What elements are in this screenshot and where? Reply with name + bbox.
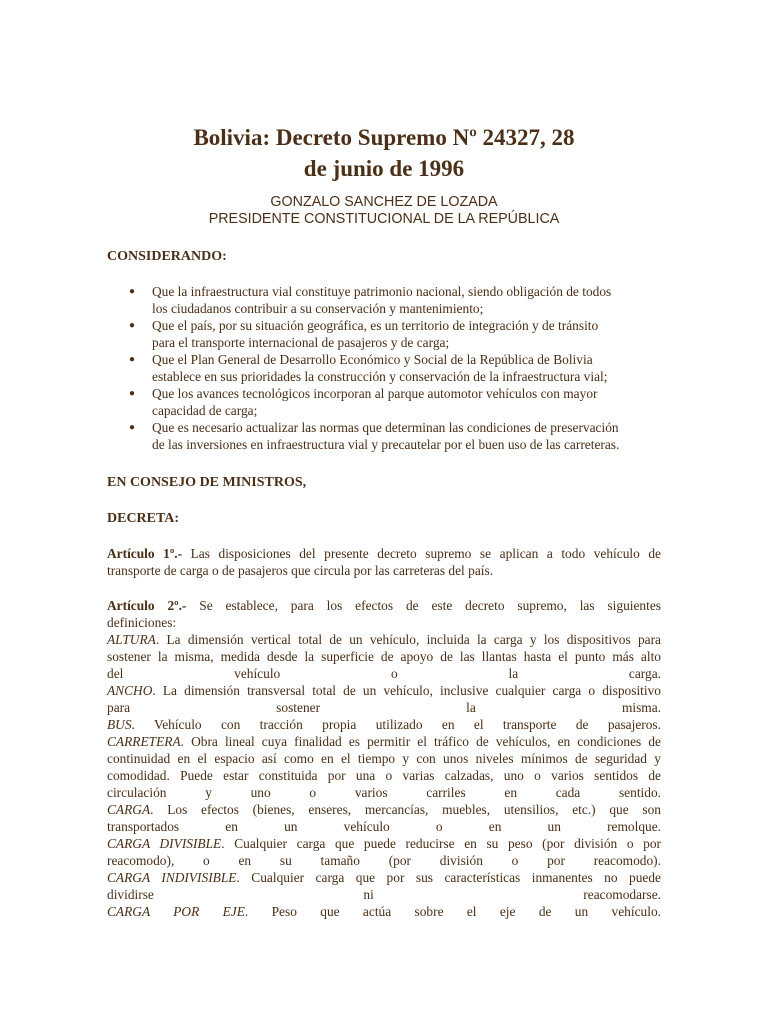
considerando-heading: CONSIDERANDO: — [107, 249, 227, 264]
list-item: ● Que es necesario actualizar las normas que determinan las condiciones de preservación de las inversiones en infraestructura vial y precautelar por el buen uso de las carreteras. — [129, 420, 620, 452]
list-item: ● Que el Plan General de Desarrollo Económico y Social de la República de Bolivia establece en sus prioridades la construcción y conservación de la infraestructura vial; — [129, 352, 608, 384]
bullet-icon: ● — [129, 354, 136, 365]
document-title — [0, 122, 768, 184]
list-item: ● Que los avances tecnológicos incorporan al parque automotor vehículos con mayor capacidad de carga; — [129, 386, 598, 418]
definition-carretera: CARRETERA. Obra lineal cuya finalidad es permitir el tráfico de vehículos, en condiciones de — [107, 734, 661, 749]
considerando-list — [107, 283, 667, 453]
definition-altura: ALTURA. La dimensión vertical total de un vehículo, incluida la carga y los dispositivos para — [107, 632, 661, 647]
definition-ancho: ANCHO. La dimensión transversal total de un vehículo, inclusive cualquier carga o dispositivo — [107, 683, 661, 698]
definition-carga-indivisible: CARGA INDIVISIBLE. Cualquier carga que por sus características inmanentes no puede — [107, 870, 661, 885]
decreta-heading: DECRETA: — [107, 511, 180, 526]
issuer-block — [0, 194, 768, 228]
articulo-1-label: Artículo 1º.- — [107, 546, 183, 561]
list-item: ● Que el país, por su situación geográfica, es un territorio de integración y de tránsito para el transporte internacional de pasajeros y de carga; — [129, 318, 599, 350]
bullet-icon: ● — [129, 286, 136, 297]
definition-carga: CARGA. Los efectos (bienes, enseres, mercancías, muebles, utensilios, etc.) que son — [107, 802, 661, 817]
articulo-2: Artículo 2º.- Se establece, para los efectos de este decreto supremo, las siguientes definiciones: ALTURA. La dimensión vertical total de un vehículo, incluida la carga y los dispositivos para sostener la misma, medida desde la superficie de apoyo de las llantas hasta el punto más alto del vehículo o la carga. ANCHO. La dimensión transversal total de un vehículo, inclusive cualquier carga o dispositivo para sostener la misma. BUS. Vehículo con tracción propia utilizado en el transporte de pasajeros. CARRETERA. Obra lineal cuya finalidad es permitir el tráfico de vehículos, en condiciones de continuidad en el espacio así como en el tiempo y con unos niveles mínimos de seguridad y comodidad. Puede estar constituida por una o varias calzadas, uno o varios sentidos de circulación y uno o varios carriles en cada sentido. CARGA. Los efectos (bienes, enseres, mercancías, muebles, utensilios, etc.) que son transportados en un vehículo o en un remolque. CARGA DIVISIBLE. Cualquier carga que puede reducirse en su peso (por división o por reacomodo), o en su tamaño (por división o por reacomodo). CARGA INDIVISIBLE. Cualquier carga que por sus características inmanentes no puede dividirse ni reacomodarse. CARGA POR EJE. Peso que actúa sobre el eje de un vehículo. — [107, 598, 661, 919]
definition-carga-por-eje: CARGA POR EJE. Peso que actúa sobre el eje de un vehículo. — [107, 904, 661, 919]
bullet-icon: ● — [129, 422, 136, 433]
articulo-1: Artículo 1º.- Las disposiciones del presente decreto supremo se aplican a todo vehículo de transporte de carga o de pasajeros que circula por las carreteras del país. — [107, 546, 661, 578]
list-item: ● Que la infraestructura vial constituye patrimonio nacional, siendo obligación de todos los ciudadanos contribuir a su conservación y mantenimiento; — [129, 284, 612, 316]
bullet-icon: ● — [129, 388, 136, 399]
definition-carga-divisible: CARGA DIVISIBLE. Cualquier carga que puede reducirse en su peso (por división o por — [107, 836, 661, 851]
articulo-2-label: Artículo 2º.- — [107, 598, 187, 613]
consejo-heading: EN CONSEJO DE MINISTROS, — [107, 475, 307, 490]
definition-bus: BUS. Vehículo con tracción propia utilizado en el transporte de pasajeros. — [107, 717, 661, 732]
issuer-title: PRESIDENTE CONSTITUCIONAL DE LA REPÚBLICA — [208, 211, 560, 227]
issuer-name: GONZALO SANCHEZ DE LOZADA — [270, 194, 498, 210]
title-line-1: Bolivia: Decreto Supremo Nº 24327, 28 — [193, 125, 575, 150]
bullet-icon: ● — [129, 320, 136, 331]
title-line-2: de junio de 1996 — [303, 156, 465, 181]
